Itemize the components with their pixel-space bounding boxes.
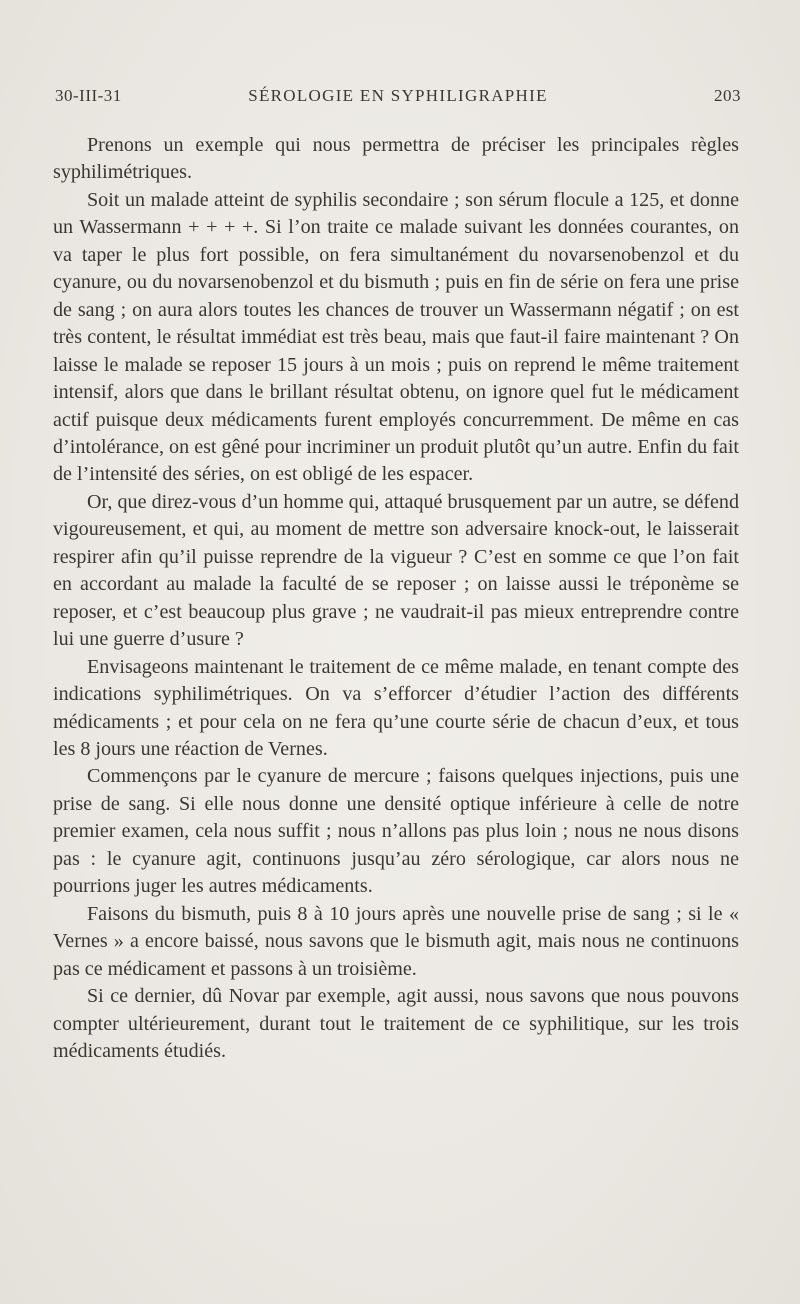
paragraph: Or, que direz-vous d’un homme qui, attaqué brusquement par un autre, se défend vigoureusement, et qui, au moment de mettre son adversaire knock-out, le laisserait respirer afin qu’il puisse reprendre de la vigueur ? C’est en somme ce que l’on fait en accordant au malade la faculté de se reposer ; on laisse aussi le tréponème se reposer, et c’est beaucoup plus grave ; ne vaudrait-il pas mieux entreprendre contre lui une guerre d’usure ? <box>53 490 739 651</box>
running-title: SÉROLOGIE EN SYPHILIGRAPHIE <box>248 86 548 105</box>
paragraph: Si ce dernier, dû Novar par exemple, agit aussi, nous savons que nous pouvons compter ultérieurement, durant tout le traitement de ce syphilitique, sur les trois médicaments étudiés. <box>53 985 739 1062</box>
page-number: 203 <box>714 86 741 105</box>
paragraph: Prenons un exemple qui nous permettra de préciser les principales règles syphilimétriques. <box>53 134 739 184</box>
body-text <box>53 132 739 1065</box>
paragraph: Soit un malade atteint de syphilis secondaire ; son sérum flocule a 125, et donne un Wassermann + + + +. Si l’on traite ce malade suivant les données courantes, on va taper le plus fort possible, on fera simultanément du novarsenobenzol et du cyanure, ou du novarsenobenzol et du bismuth ; puis en fin de série on fera une prise de sang ; on aura alors toutes les chances de trouver un Wassermann négatif ; on est très content, le résultat immédiat est très beau, mais que faut-il faire maintenant ? On laisse le malade se reposer 15 jours à un mois ; puis on reprend le même traitement intensif, alors que dans le brillant résultat obtenu, on ignore quel fut le médicament actif puisque deux médicaments furent employés concurremment. De même en cas d’intolérance, on est gêné pour incriminer un produit plutôt qu’un autre. Enfin du fait de l’intensité des séries, on est obligé de les espacer. <box>53 188 739 486</box>
paragraph: Commençons par le cyanure de mercure ; faisons quelques injections, puis une prise de sang. Si elle nous donne une densité optique inférieure à celle de notre premier examen, cela nous suffit ; nous n’allons pas plus loin ; nous ne nous disons pas : le cyanure agit, continuons jusqu’au zéro sérologique, car alors nous ne pourrions juger les autres médicaments. <box>53 765 739 898</box>
paragraph: Faisons du bismuth, puis 8 à 10 jours après une nouvelle prise de sang ; si le « Vernes » a encore baissé, nous savons que le bismuth agit, mais nous ne continuons pas ce médicament et passons à un troisième. <box>53 902 739 980</box>
running-header <box>55 86 741 114</box>
paragraph: Envisageons maintenant le traitement de ce même malade, en tenant compte des indications syphilimétriques. On va s’efforcer d’étudier l’action des différents médicaments ; et pour cela on ne fera qu’une courte série de chacun d’eux, et tous les 8 jours une réaction de Vernes. <box>53 655 739 760</box>
header-date: 30-III-31 <box>55 86 122 105</box>
